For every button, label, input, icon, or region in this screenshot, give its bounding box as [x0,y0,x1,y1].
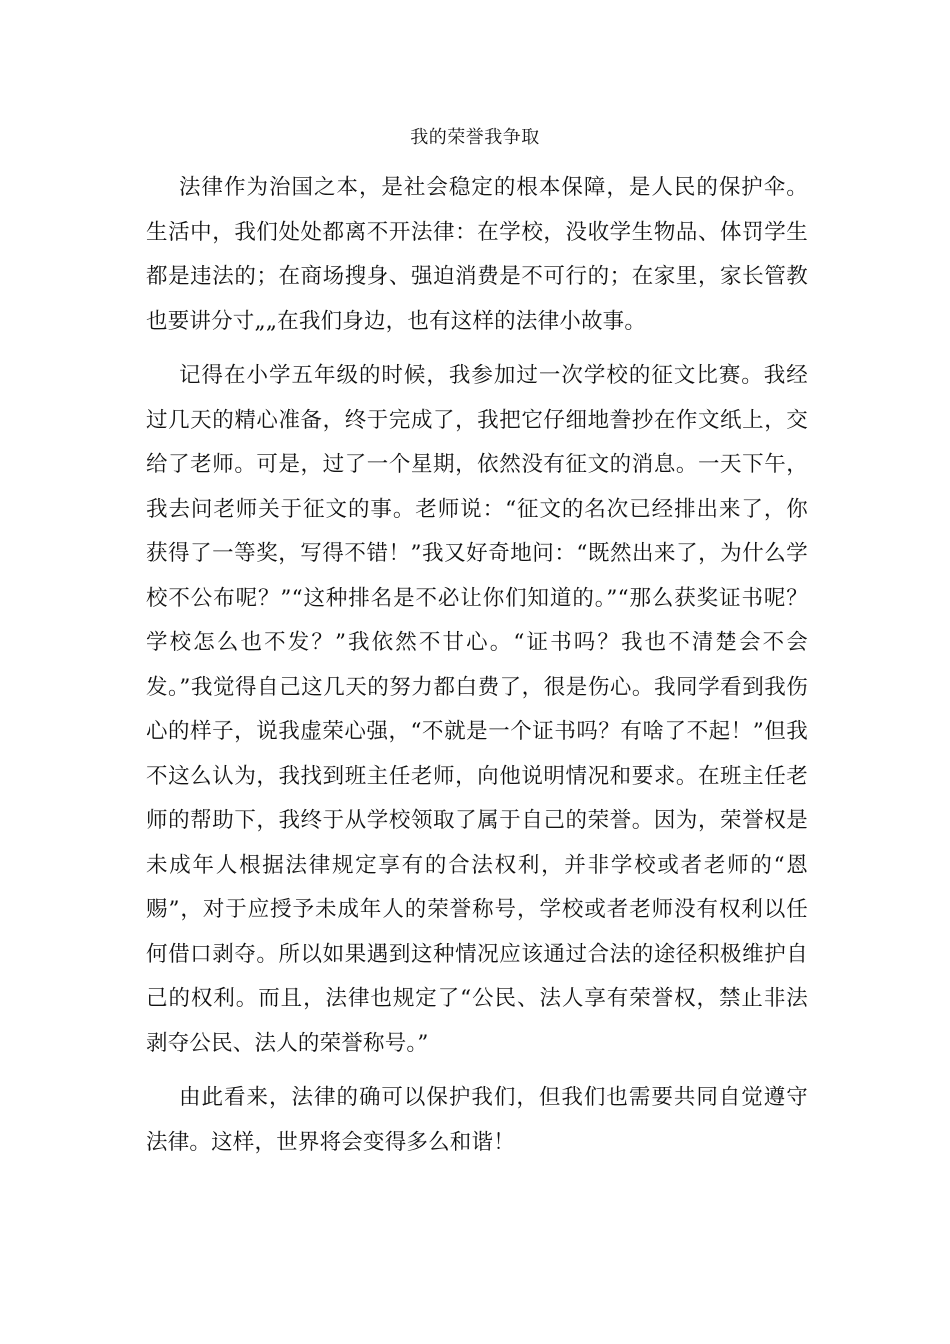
document-title: 我的荣誉我争取 [410,127,540,148]
document-body [146,166,808,1175]
paragraph-story: 记得在小学五年级的时候，我参加过一次学校的征文比赛。我经过几天的精心准备，终于完成了，我把它仔细地誊抄在作文纸上，交给了老师。可是，过了一个星期，依然没有征文的消息。一天下午，我去问老师关于征文的事。老师说：“征文的名次已经排出来了，你获得了一等奖，写得不错！”我又好奇地问：“既然出来了，为什么学校不公布呢？”“这种排名是不必让你们知道的。”“那么获奖证书呢？学校怎么也不发？”我依然不甘心。“证书吗？我也不清楚会不会发。”我觉得自己这几天的努力都白费了，很是伤心。我同学看到我伤心的样子，说我虚荣心强，“不就是一个证书吗？有啥了不起！”但我不这么认为，我找到班主任老师，向他说明情况和要求。在班主任老师的帮助下，我终于从学校领取了属于自己的荣誉。因为，荣誉权是未成年人根据法律规定享有的合法权利，并非学校或者老师的“恩赐”，对于应授予未成年人的荣誉称号，学校或者老师没有权利以任何借口剥夺。所以如果遇到这种情况应该通过合法的途径积极维护自己的权利。而且，法律也规定了“公民、法人享有荣誉权，禁止非法剥夺公民、法人的荣誉称号。” [146,363,808,1056]
paragraph-conclusion: 由此看来，法律的确可以保护我们，但我们也需要共同自觉遵守法律。这样，世界将会变得多么和谐！ [146,1085,808,1155]
paragraph-intro: 法律作为治国之本，是社会稳定的根本保障，是人民的保护伞。生活中，我们处处都离不开法律：在学校，没收学生物品、体罚学生都是违法的；在商场搜身、强迫消费是不可行的；在家里，家长管教也要讲分寸„„在我们身边，也有这样的法律小故事。 [146,175,808,334]
